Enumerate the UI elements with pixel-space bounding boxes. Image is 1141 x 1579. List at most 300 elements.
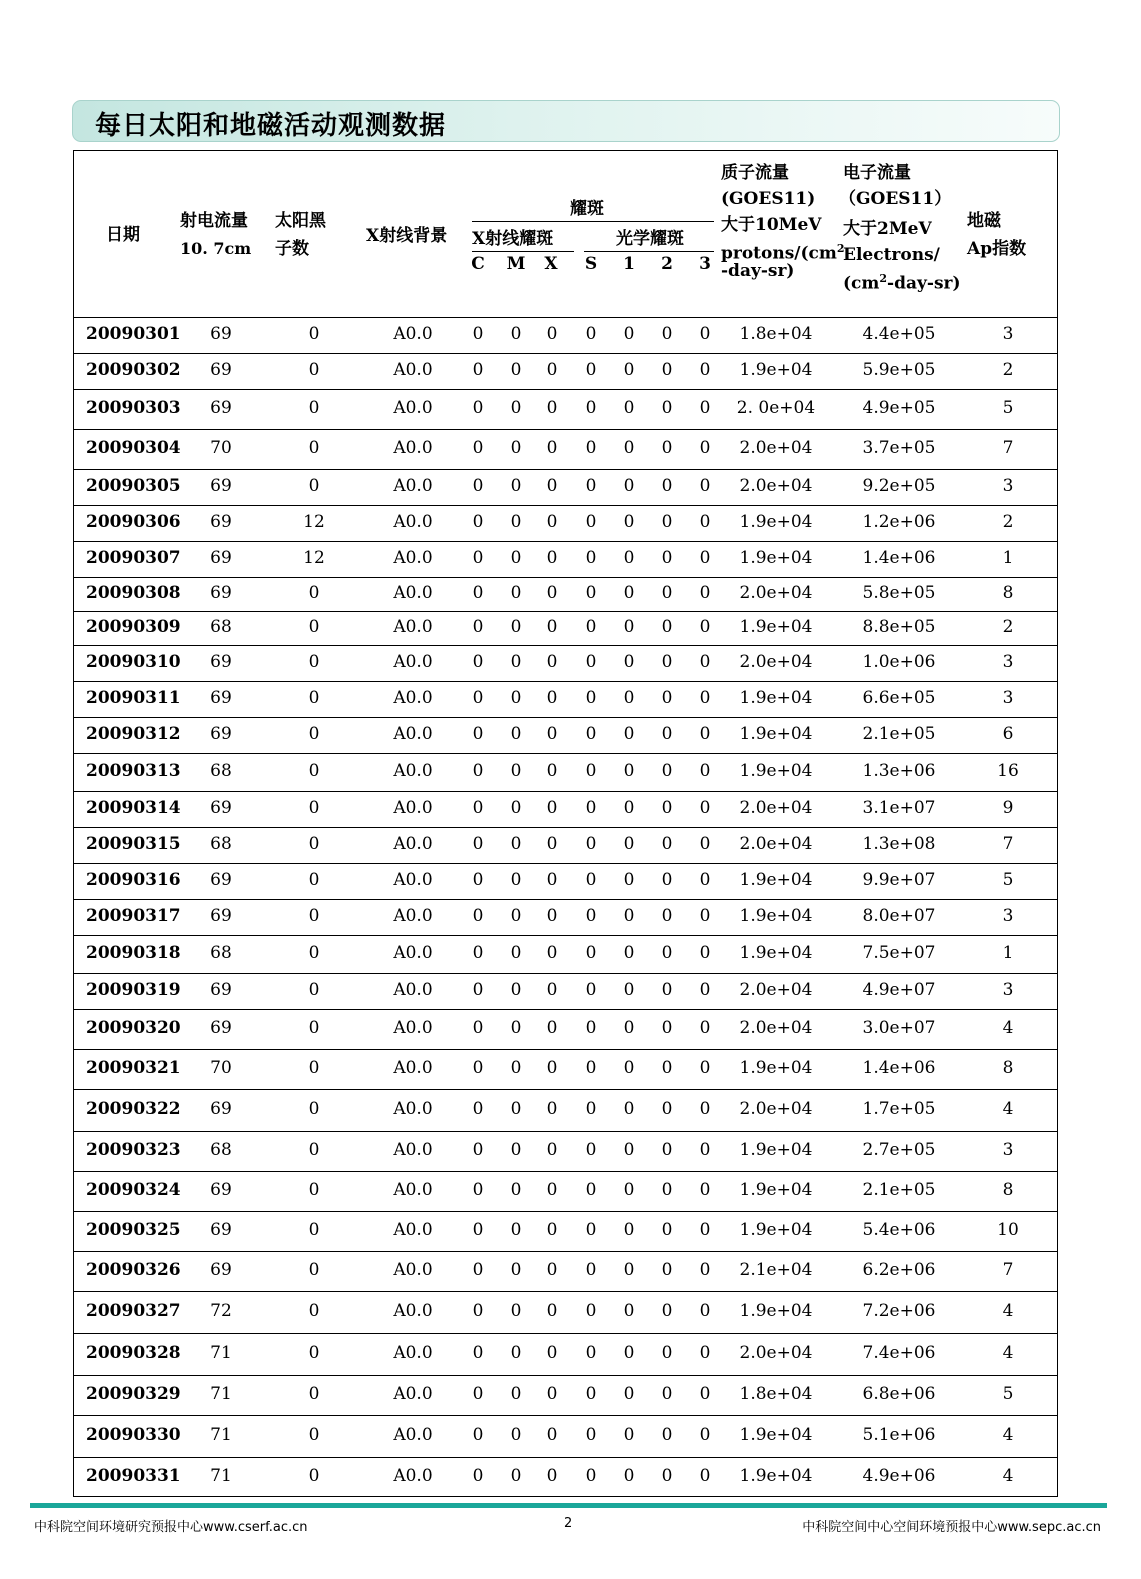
header-xray-background: X射线背景 [366,226,448,246]
cell-proton: 1.9e+04 [739,761,813,781]
cell-c: 0 [472,548,484,568]
cell-o3: 0 [699,1466,711,1486]
cell-proton: 1.9e+04 [739,1058,813,1078]
cell-xbg: A0.0 [393,438,433,458]
cell-electron: 4.9e+07 [862,980,936,1000]
cell-ap: 4 [1002,1301,1014,1321]
cell-proton: 1.8e+04 [739,324,813,344]
cell-x: 0 [546,1384,558,1404]
cell-date: 20090306 [86,512,181,532]
cell-date: 20090314 [86,798,181,818]
cell-radio: 71 [210,1384,232,1404]
cell-radio: 68 [210,1140,232,1160]
cell-ap: 3 [1002,906,1014,926]
cell-m: 0 [510,1018,522,1038]
cell-spots: 0 [308,688,320,708]
cell-date: 20090317 [86,906,181,926]
table-row [74,791,1057,828]
cell-spots: 0 [308,652,320,672]
cell-ap: 3 [1002,1140,1014,1160]
cell-o3: 0 [699,1425,711,1445]
cell-x: 0 [546,1099,558,1119]
cell-electron: 3.7e+05 [862,438,936,458]
cell-s: 0 [585,906,597,926]
table-row [74,1415,1057,1458]
cell-xbg: A0.0 [393,476,433,496]
cell-m: 0 [510,324,522,344]
cell-electron: 1.7e+05 [862,1099,936,1119]
cell-m: 0 [510,583,522,603]
cell-o1: 0 [623,1180,635,1200]
cell-proton: 2.0e+04 [739,438,813,458]
cell-radio: 69 [210,980,232,1000]
cell-proton: 2.1e+04 [739,1260,813,1280]
cell-electron: 7.5e+07 [862,943,936,963]
cell-m: 0 [510,870,522,890]
header-electron-3: 大于2MeV [843,219,932,239]
cell-c: 0 [472,1260,484,1280]
header-ap-2: Ap指数 [967,239,1027,259]
cell-date: 20090325 [86,1220,181,1240]
cell-electron: 1.2e+06 [862,512,936,532]
footer-left-text: 中科院空间环境研究预报中心www.cserf.ac.cn [34,1520,308,1535]
cell-ap: 4 [1002,1343,1014,1363]
cell-date: 20090305 [86,476,181,496]
cell-o1: 0 [623,906,635,926]
cell-o3: 0 [699,652,711,672]
cell-o3: 0 [699,1099,711,1119]
cell-proton: 1.9e+04 [739,1180,813,1200]
cell-o3: 0 [699,1220,711,1240]
cell-s: 0 [585,1099,597,1119]
cell-m: 0 [510,724,522,744]
cell-proton: 2.0e+04 [739,1018,813,1038]
cell-electron: 1.3e+08 [862,834,936,854]
cell-m: 0 [510,548,522,568]
cell-spots: 0 [308,980,320,1000]
cell-o3: 0 [699,1343,711,1363]
cell-c: 0 [472,688,484,708]
cell-ap: 3 [1002,652,1014,672]
cell-date: 20090318 [86,943,181,963]
cell-o1: 0 [623,980,635,1000]
cell-m: 0 [510,1260,522,1280]
table-row [74,1131,1057,1172]
cell-m: 0 [510,360,522,380]
table-row [74,389,1057,430]
cell-o1: 0 [623,617,635,637]
cell-m: 0 [510,476,522,496]
cell-o2: 0 [661,1260,673,1280]
cell-o3: 0 [699,1180,711,1200]
cell-o3: 0 [699,476,711,496]
cell-electron: 7.2e+06 [862,1301,936,1321]
cell-radio: 70 [210,438,232,458]
cell-s: 0 [585,438,597,458]
cell-proton: 1.9e+04 [739,512,813,532]
cell-m: 0 [510,906,522,926]
cell-o3: 0 [699,548,711,568]
cell-m: 0 [510,1425,522,1445]
cell-proton: 2.0e+04 [739,1099,813,1119]
cell-radio: 69 [210,512,232,532]
cell-proton: 2.0e+04 [739,652,813,672]
table-row [74,863,1057,900]
cell-electron: 1.4e+06 [862,1058,936,1078]
header-electron-1: 电子流量 [843,163,911,183]
cell-radio: 70 [210,1058,232,1078]
cell-o3: 0 [699,617,711,637]
cell-date: 20090326 [86,1260,181,1280]
cell-electron: 5.1e+06 [862,1425,936,1445]
cell-x: 0 [546,1220,558,1240]
cell-c: 0 [472,1301,484,1321]
table-row [74,1457,1057,1498]
cell-spots: 0 [308,798,320,818]
footer-right-text: 中科院空间中心空间环境预报中心www.sepc.ac.cn [802,1520,1101,1535]
xray-flare-underline [472,251,574,252]
cell-c: 0 [472,583,484,603]
cell-ap: 4 [1002,1018,1014,1038]
header-proton-3: 大于10MeV [721,215,822,235]
cell-c: 0 [472,870,484,890]
cell-electron: 7.4e+06 [862,1343,936,1363]
cell-proton: 2.0e+04 [739,980,813,1000]
cell-radio: 69 [210,476,232,496]
cell-o1: 0 [623,360,635,380]
header-electron-2: （GOES11） [839,189,952,209]
header-electron-5: $(cm^2-day-sr)$ [843,272,961,294]
header-sunspot-1: 太阳黑 [275,211,326,231]
optical-flare-underline [584,251,714,252]
cell-proton: 1.9e+04 [739,906,813,926]
cell-o2: 0 [661,1343,673,1363]
cell-c: 0 [472,438,484,458]
cell-xbg: A0.0 [393,617,433,637]
cell-s: 0 [585,324,597,344]
cell-s: 0 [585,943,597,963]
cell-electron: 3.0e+07 [862,1018,936,1038]
cell-m: 0 [510,1343,522,1363]
cell-o3: 0 [699,1384,711,1404]
cell-ap: 5 [1002,1384,1014,1404]
cell-spots: 12 [303,548,325,568]
cell-radio: 69 [210,1180,232,1200]
cell-ap: 2 [1002,360,1014,380]
cell-o3: 0 [699,512,711,532]
cell-proton: 1.8e+04 [739,1384,813,1404]
cell-radio: 69 [210,1018,232,1038]
cell-c: 0 [472,476,484,496]
cell-proton: 2.0e+04 [739,583,813,603]
cell-xbg: A0.0 [393,1018,433,1038]
cell-x: 0 [546,724,558,744]
cell-ap: 3 [1002,324,1014,344]
cell-c: 0 [472,798,484,818]
cell-o3: 0 [699,1260,711,1280]
cell-electron: 6.2e+06 [862,1260,936,1280]
cell-xbg: A0.0 [393,1301,433,1321]
cell-xbg: A0.0 [393,1058,433,1078]
cell-o3: 0 [699,1301,711,1321]
cell-c: 0 [472,943,484,963]
table-row [74,1375,1057,1416]
cell-xbg: A0.0 [393,834,433,854]
cell-xbg: A0.0 [393,980,433,1000]
cell-s: 0 [585,548,597,568]
cell-o2: 0 [661,724,673,744]
cell-electron: 9.2e+05 [862,476,936,496]
cell-date: 20090302 [86,360,181,380]
cell-o3: 0 [699,398,711,418]
cell-spots: 0 [308,1343,320,1363]
cell-ap: 2 [1002,617,1014,637]
cell-o2: 0 [661,438,673,458]
cell-spots: 0 [308,870,320,890]
cell-ap: 16 [997,761,1019,781]
cell-s: 0 [585,617,597,637]
cell-ap: 6 [1002,724,1014,744]
cell-o3: 0 [699,1140,711,1160]
cell-c: 0 [472,324,484,344]
cell-o2: 0 [661,1301,673,1321]
cell-c: 0 [472,1058,484,1078]
cell-o2: 0 [661,1018,673,1038]
cell-ap: 3 [1002,980,1014,1000]
cell-o2: 0 [661,870,673,890]
cell-proton: 1.9e+04 [739,548,813,568]
cell-proton: 2.0e+04 [739,798,813,818]
cell-c: 0 [472,1140,484,1160]
cell-o1: 0 [623,688,635,708]
table-row [74,1333,1057,1376]
cell-ap: 1 [1002,943,1014,963]
cell-o3: 0 [699,1058,711,1078]
cell-radio: 71 [210,1343,232,1363]
cell-radio: 71 [210,1425,232,1445]
flare-underline [472,221,714,222]
cell-date: 20090329 [86,1384,181,1404]
cell-s: 0 [585,1425,597,1445]
cell-ap: 4 [1002,1466,1014,1486]
cell-electron: 2.7e+05 [862,1140,936,1160]
cell-ap: 3 [1002,476,1014,496]
cell-xbg: A0.0 [393,870,433,890]
cell-x: 0 [546,398,558,418]
cell-radio: 69 [210,548,232,568]
cell-electron: 3.1e+07 [862,798,936,818]
table-row [74,1251,1057,1292]
cell-o2: 0 [661,1180,673,1200]
table-row [74,541,1057,578]
cell-s: 0 [585,1343,597,1363]
cell-proton: 1.9e+04 [739,1425,813,1445]
cell-radio: 69 [210,398,232,418]
cell-s: 0 [585,1018,597,1038]
cell-ap: 7 [1002,1260,1014,1280]
cell-o1: 0 [623,761,635,781]
cell-s: 0 [585,583,597,603]
cell-x: 0 [546,834,558,854]
cell-s: 0 [585,360,597,380]
cell-electron: 5.9e+05 [862,360,936,380]
cell-o2: 0 [661,548,673,568]
cell-o3: 0 [699,870,711,890]
cell-date: 20090313 [86,761,181,781]
cell-proton: 1.9e+04 [739,943,813,963]
cell-ap: 1 [1002,548,1014,568]
table-row [74,611,1057,646]
footer-page-number: 2 [564,1516,573,1531]
cell-ap: 8 [1002,1180,1014,1200]
cell-o1: 0 [623,1140,635,1160]
cell-spots: 0 [308,761,320,781]
cell-x: 0 [546,652,558,672]
cell-o2: 0 [661,1384,673,1404]
cell-x: 0 [546,617,558,637]
cell-s: 0 [585,980,597,1000]
cell-o2: 0 [661,398,673,418]
cell-o3: 0 [699,980,711,1000]
cell-radio: 69 [210,360,232,380]
cell-x: 0 [546,1301,558,1321]
cell-electron: 4.9e+06 [862,1466,936,1486]
cell-c: 0 [472,1343,484,1363]
cell-radio: 69 [210,870,232,890]
cell-radio: 69 [210,1260,232,1280]
cell-o2: 0 [661,980,673,1000]
cell-spots: 0 [308,834,320,854]
cell-m: 0 [510,1384,522,1404]
cell-o1: 0 [623,476,635,496]
header-optical-flare: 光学耀斑 [616,229,684,249]
cell-ap: 3 [1002,688,1014,708]
cell-radio: 68 [210,761,232,781]
cell-xbg: A0.0 [393,324,433,344]
header-xray-flare: X射线耀斑 [472,229,554,249]
cell-s: 0 [585,1058,597,1078]
cell-x: 0 [546,512,558,532]
header-flare: 耀斑 [570,199,604,219]
cell-x: 0 [546,324,558,344]
cell-o3: 0 [699,943,711,963]
cell-m: 0 [510,1058,522,1078]
header-proton-1: 质子流量 [721,163,789,183]
cell-xbg: A0.0 [393,1384,433,1404]
cell-spots: 0 [308,906,320,926]
cell-ap: 5 [1002,870,1014,890]
table-row [74,505,1057,542]
cell-xbg: A0.0 [393,724,433,744]
cell-m: 0 [510,1466,522,1486]
cell-o3: 0 [699,583,711,603]
cell-electron: 6.6e+05 [862,688,936,708]
cell-m: 0 [510,1140,522,1160]
cell-s: 0 [585,1220,597,1240]
cell-s: 0 [585,870,597,890]
cell-date: 20090327 [86,1301,181,1321]
cell-spots: 0 [308,1425,320,1445]
cell-date: 20090308 [86,583,181,603]
cell-date: 20090320 [86,1018,181,1038]
cell-x: 0 [546,476,558,496]
cell-xbg: A0.0 [393,906,433,926]
header-class-x: X [544,254,558,274]
cell-proton: 2.0e+04 [739,476,813,496]
cell-proton: 2.0e+04 [739,1343,813,1363]
table-row [74,1089,1057,1132]
cell-m: 0 [510,943,522,963]
cell-c: 0 [472,1425,484,1445]
cell-xbg: A0.0 [393,360,433,380]
cell-proton: 1.9e+04 [739,1301,813,1321]
cell-s: 0 [585,476,597,496]
cell-spots: 0 [308,724,320,744]
cell-radio: 68 [210,617,232,637]
cell-radio: 72 [210,1301,232,1321]
table-row [74,973,1057,1010]
cell-x: 0 [546,1018,558,1038]
cell-o3: 0 [699,438,711,458]
cell-o2: 0 [661,1058,673,1078]
cell-o1: 0 [623,1384,635,1404]
cell-electron: 2.1e+05 [862,724,936,744]
cell-xbg: A0.0 [393,943,433,963]
cell-s: 0 [585,1466,597,1486]
cell-c: 0 [472,1018,484,1038]
cell-o3: 0 [699,324,711,344]
cell-radio: 71 [210,1466,232,1486]
header-ap-1: 地磁 [967,211,1001,231]
cell-c: 0 [472,724,484,744]
table-row [74,1171,1057,1212]
cell-o1: 0 [623,324,635,344]
header-proton-4: protons/($cm^2$ [721,242,845,264]
cell-date: 20090316 [86,870,181,890]
cell-o1: 0 [623,583,635,603]
table-row [74,717,1057,754]
cell-o1: 0 [623,438,635,458]
cell-o3: 0 [699,360,711,380]
cell-x: 0 [546,1140,558,1160]
cell-ap: 4 [1002,1425,1014,1445]
header-proton-5: -day-sr) [721,261,795,281]
cell-o1: 0 [623,1425,635,1445]
data-table [73,150,1058,1497]
cell-m: 0 [510,398,522,418]
cell-xbg: A0.0 [393,583,433,603]
cell-s: 0 [585,834,597,854]
header-class-c: C [471,254,485,274]
cell-o1: 0 [623,1466,635,1486]
cell-c: 0 [472,834,484,854]
cell-c: 0 [472,652,484,672]
cell-xbg: A0.0 [393,1099,433,1119]
cell-o3: 0 [699,724,711,744]
header-class-3: 3 [699,254,711,274]
cell-o3: 0 [699,834,711,854]
cell-o2: 0 [661,360,673,380]
table-row [74,1049,1057,1090]
header-proton-2: (GOES11) [721,189,816,209]
cell-c: 0 [472,906,484,926]
cell-c: 0 [472,1466,484,1486]
cell-o2: 0 [661,943,673,963]
cell-x: 0 [546,1343,558,1363]
cell-xbg: A0.0 [393,1220,433,1240]
cell-spots: 0 [308,1220,320,1240]
cell-radio: 69 [210,798,232,818]
